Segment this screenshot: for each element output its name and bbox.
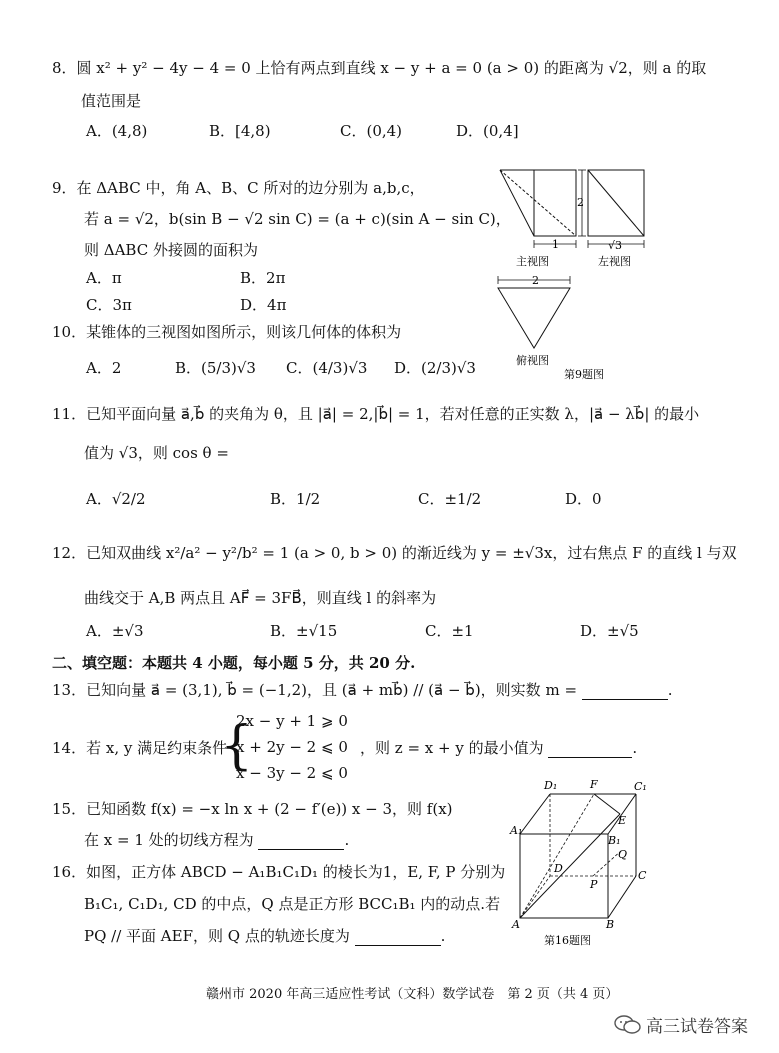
q15-answer-blank[interactable] — [258, 833, 344, 850]
q14-suffix: ，则 z = x + y 的最小值为 — [360, 739, 544, 757]
q12-line2: 曲线交于 A,B 两点且 AF⃗ = 3FB⃗，则直线 l 的斜率为 — [84, 589, 437, 607]
q14-suffix-line — [360, 738, 637, 758]
q9-option-c: C．3π — [86, 296, 132, 314]
q14-constraint-3: x − 3y − 2 ⩽ 0 — [236, 764, 348, 782]
q16-line3: PQ // 平面 AEF，则 Q 点的轨迹长度为 — [84, 927, 350, 945]
q12-option-d: D．±√5 — [580, 622, 639, 640]
point-c1: C₁ — [634, 780, 647, 793]
q10-option-a: A．2 — [86, 359, 122, 377]
q8-option-c: C．(0,4) — [340, 122, 403, 140]
q13-answer-blank[interactable] — [582, 683, 668, 700]
q9-option-d: D．4π — [240, 296, 287, 314]
figure-9-three-views — [492, 164, 672, 384]
q9-option-b: B．2π — [240, 269, 286, 287]
q8-line2: 值范围是 — [81, 92, 142, 110]
q15-line1: 15．已知函数 f(x) = −x ln x + (2 − f′(e)) x − 3，则 f(x) — [52, 800, 453, 818]
watermark-text: 高三试卷答案 — [646, 1017, 748, 1037]
q15-end: . — [344, 831, 350, 849]
q16-answer-blank[interactable] — [355, 929, 441, 946]
q12-option-a: A．±√3 — [86, 622, 144, 640]
q15-line2: 在 x = 1 处的切线方程为 — [84, 831, 254, 849]
dim-top: 2 — [532, 274, 539, 287]
q11-line2: 值为 √3，则 cos θ = — [84, 444, 229, 462]
label-front-view: 主视图 — [516, 255, 549, 268]
section-2-heading: 二、填空题：本题共 4 小题，每小题 5 分，共 20 分. — [52, 654, 416, 672]
q16-line1: 16．如图，正方体 ABCD − A₁B₁C₁D₁ 的棱长为1，E, F, P 分别为 — [52, 863, 506, 881]
q9-line1: 9．在 ΔABC 中，角 A、B、C 所对的边分别为 a,b,c， — [52, 179, 425, 197]
front-view — [500, 170, 576, 236]
dim-front-base: 1 — [552, 238, 559, 251]
q14-prefix: 14．若 x, y 满足约束条件 — [52, 739, 228, 757]
q10-option-c: C．(4/3)√3 — [286, 359, 368, 377]
point-d: D — [554, 862, 563, 875]
point-p: P — [590, 878, 598, 891]
q14-constraint-2: x + 2y − 2 ⩽ 0 — [236, 738, 348, 756]
label-left-view: 左视图 — [598, 255, 631, 268]
q10-option-b: B．(5/3)√3 — [175, 359, 256, 377]
q12-option-c: C．±1 — [425, 622, 474, 640]
label-top-view: 俯视图 — [516, 354, 549, 367]
q14-brace: { — [220, 716, 254, 776]
q8-option-d: D．(0,4] — [456, 122, 519, 140]
watermark — [614, 1012, 748, 1037]
point-c: C — [638, 869, 647, 882]
point-e: E — [618, 814, 627, 827]
q14-answer-blank[interactable] — [548, 741, 632, 758]
dim-height: 2 — [577, 196, 584, 209]
figure-9-caption: 第9题图 — [564, 368, 604, 381]
point-a: A — [512, 918, 520, 931]
q14-end: . — [632, 739, 638, 757]
q12-line1: 12．已知双曲线 x²/a² − y²/b² = 1 (a > 0, b > 0) 的渐近线为 y = ±√3x，过右焦点 F 的直线 l 与双 — [52, 544, 737, 562]
q11-option-b: B．1/2 — [270, 490, 321, 508]
q12-option-b: B．±√15 — [270, 622, 338, 640]
q8-line1: 8．圆 x² + y² − 4y − 4 = 0 上恰有两点到直线 x − y + a = 0 (a > 0) 的距离为 √2，则 a 的取 — [52, 59, 707, 77]
q9-line2: 若 a = √2，b(sin B − √2 sin C) = (a + c)(sin A − sin C)， — [84, 210, 511, 228]
point-b: B — [606, 918, 615, 931]
q13-text: 13．已知向量 a⃗ = (3,1), b⃗ = (−1,2)，且 (a⃗ + mb⃗) // (a⃗ − b⃗)，则实数 m = — [52, 681, 578, 699]
q11-line1: 11．已知平面向量 a⃗,b⃗ 的夹角为 θ，且 |a⃗| = 2,|b⃗| = 1，若对任意的正实数 λ，|a⃗ − λb⃗| 的最小 — [52, 405, 700, 423]
top-view-triangle — [498, 288, 570, 348]
point-a1: A₁ — [510, 824, 523, 837]
q10-line1: 10．某锥体的三视图如图所示，则该几何体的体积为 — [52, 323, 402, 341]
page-footer: 赣州市 2020 年高三适应性考试（文科）数学试卷 第 2 页（共 4 页） — [206, 987, 619, 1002]
figure-16-cube — [508, 776, 668, 948]
point-d1: D₁ — [544, 779, 558, 792]
point-f: F — [590, 778, 598, 791]
q16-end: . — [440, 927, 446, 945]
q16-line2: B₁C₁, C₁D₁, CD 的中点，Q 点是正方形 BCC₁B₁ 内的动点.若 — [84, 895, 501, 913]
point-q: Q — [618, 848, 628, 861]
q11-option-a: A．√2/2 — [86, 490, 146, 508]
q14-constraint-1: 2x − y + 1 ⩾ 0 — [236, 712, 348, 730]
q16-line3-wrap — [84, 926, 445, 946]
q11-option-d: D．0 — [565, 490, 602, 508]
wechat-icon — [614, 1014, 642, 1036]
left-view — [588, 170, 644, 236]
q15-line2-wrap — [84, 830, 349, 850]
q10-option-d: D．(2/3)√3 — [394, 359, 476, 377]
q9-line3: 则 ΔABC 外接圆的面积为 — [84, 241, 258, 259]
dim-left-base: √3 — [608, 239, 623, 252]
q9-option-a: A．π — [86, 269, 122, 287]
q8-option-b: B．[4,8) — [209, 122, 271, 140]
q13-line — [52, 680, 673, 700]
figure-16-caption: 第16题图 — [544, 934, 591, 947]
q11-option-c: C．±1/2 — [418, 490, 482, 508]
q8-option-a: A．(4,8) — [86, 122, 148, 140]
point-b1: B₁ — [608, 834, 621, 847]
q13-end: . — [667, 681, 673, 699]
